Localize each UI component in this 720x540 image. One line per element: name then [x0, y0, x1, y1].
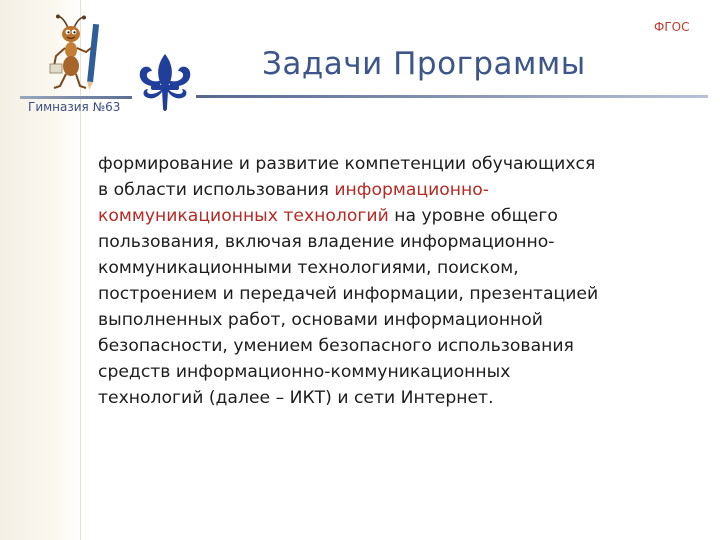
body-text-segment: формирование и развитие компетенции обучающихся	[98, 154, 596, 174]
body-line	[98, 177, 704, 203]
body-text-segment: средств информационно-коммуникационных	[98, 362, 511, 382]
body-text-segment: построением и передачей информации, презентацией	[98, 284, 599, 304]
body-line	[98, 151, 704, 177]
body-text-segment: безопасности, умением безопасного использования	[98, 336, 574, 356]
body-text-segment: в области использования	[98, 180, 335, 200]
body-text-segment: технологий (далее – ИКТ) и сети Интернет.	[98, 388, 494, 408]
body-text-segment: выполненных работ, основами информационной	[98, 310, 543, 330]
body-line	[98, 359, 704, 385]
slide-title: Задачи Программы	[262, 46, 586, 82]
body-text-segment: пользования, включая владение информационно-	[98, 232, 555, 252]
fgos-badge: ФГОС	[654, 20, 690, 34]
body-line	[98, 255, 704, 281]
highlighted-text: коммуникационных технологий	[98, 206, 389, 226]
body-line	[98, 333, 704, 359]
body-text-segment: на уровне общего	[388, 206, 558, 226]
body-line	[98, 385, 704, 411]
ant-mascot-icon	[46, 14, 104, 94]
body-line	[98, 229, 704, 255]
body-line	[98, 203, 704, 229]
fleur-de-lis-logo-icon	[134, 52, 196, 116]
body-line	[98, 281, 704, 307]
highlighted-text: информационно-	[334, 180, 489, 200]
body-text-segment: коммуникационными технологиями, поиском,	[98, 258, 519, 278]
header-rule-right	[196, 95, 708, 98]
body-paragraph	[98, 151, 704, 411]
header-rule-left	[20, 96, 132, 99]
body-line	[98, 307, 704, 333]
school-name: Гимназия №63	[28, 100, 121, 114]
